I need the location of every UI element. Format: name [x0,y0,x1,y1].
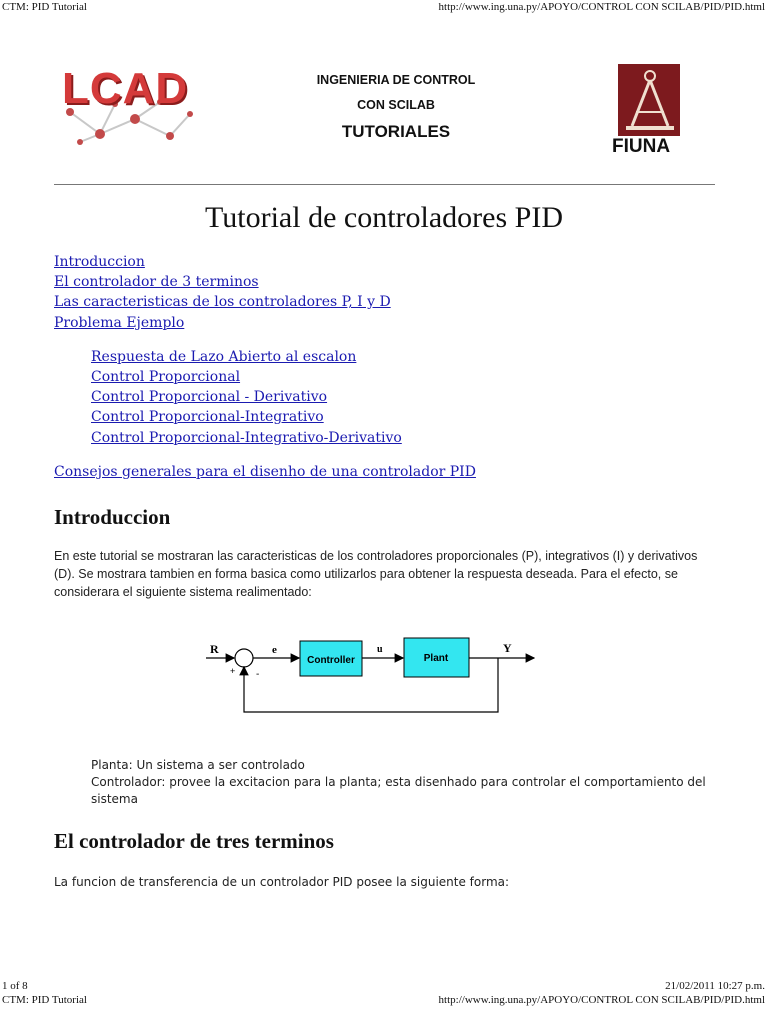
definition-planta: Planta: Un sistema a ser controlado [91,758,305,772]
banner-line-2: CON SCILAB [357,98,435,112]
toc-sublink-pd[interactable]: Control Proporcional - Derivativo [91,389,328,405]
print-footer-url: http://www.ing.una.py/APOYO/CONTROL CON SCILAB/PID/PID.html [438,994,765,1006]
plant-label: Plant [423,653,449,664]
section2-paragraph: La funcion de transferencia de un controlador PID posee la siguiente forma: [54,875,510,889]
definition-controlador: Controlador: provee la excitacion para la planta; esta disenhado para controlar el comportamiento del sistema [91,775,706,806]
label-y: Y [503,641,512,655]
label-u: u [377,644,383,655]
page-title: Tutorial de controladores PID [204,201,563,234]
lcad-logo [60,64,200,146]
print-footer-title: CTM: PID Tutorial [2,994,87,1006]
label-e: e [272,644,277,656]
label-r: R [210,642,219,656]
fiuna-logo [612,64,688,157]
banner-divider [54,184,715,185]
toc-link-introduccion[interactable]: Introduccion [54,254,145,270]
print-footer-datetime: 21/02/2011 10:27 p.m. [665,980,765,992]
toc-sublink-lazo-abierto[interactable]: Respuesta de Lazo Abierto al escalon [91,349,357,365]
summing-junction [235,649,253,667]
toc-link-caracteristicas[interactable]: Las caracteristicas de los controladores P, I y D [54,294,391,310]
feedback-block-diagram [200,632,545,718]
compass-icon [616,64,688,136]
heading-controlador-tres-terminos: El controlador de tres terminos [54,829,334,853]
sum-plus: + [230,666,236,676]
toc-link-consejos[interactable]: Consejos generales para el disenho de una controlador PID [54,464,476,480]
toc-sublink-pid[interactable]: Control Proporcional-Integrativo-Derivativo [91,430,402,446]
controller-label: Controller [307,655,355,666]
toc-sublink-proporcional[interactable]: Control Proporcional [91,369,241,385]
print-header-url: http://www.ing.una.py/APOYO/CONTROL CON SCILAB/PID/PID.html [438,1,765,13]
banner-line-3: TUTORIALES [341,122,451,141]
toc-link-controlador-3-terminos[interactable]: El controlador de 3 terminos [54,274,259,290]
heading-introduccion: Introduccion [54,505,171,529]
fiuna-logo-text: FIUNA [612,136,671,157]
lcad-logo-text: LCAD [62,64,189,113]
sum-minus: - [256,669,260,680]
intro-paragraph: En este tutorial se mostraran las caracteristicas de los controladores proporcionales (P), integrativos (I) y derivativos (D). Se mostrara tambien en forma basica como utilizarlos para obtener la respuesta deseada. Para el efecto, se considerara el siguiente sistema realimentado: [54,549,698,599]
toc-link-problema-ejemplo[interactable]: Problema Ejemplo [54,315,185,331]
banner-line-1: INGENIERIA DE CONTROL [316,73,476,87]
toc-sublink-pi[interactable]: Control Proporcional-Integrativo [91,409,324,425]
print-header-title: CTM: PID Tutorial [2,1,87,13]
print-footer-page: 1 of 8 [2,980,28,992]
